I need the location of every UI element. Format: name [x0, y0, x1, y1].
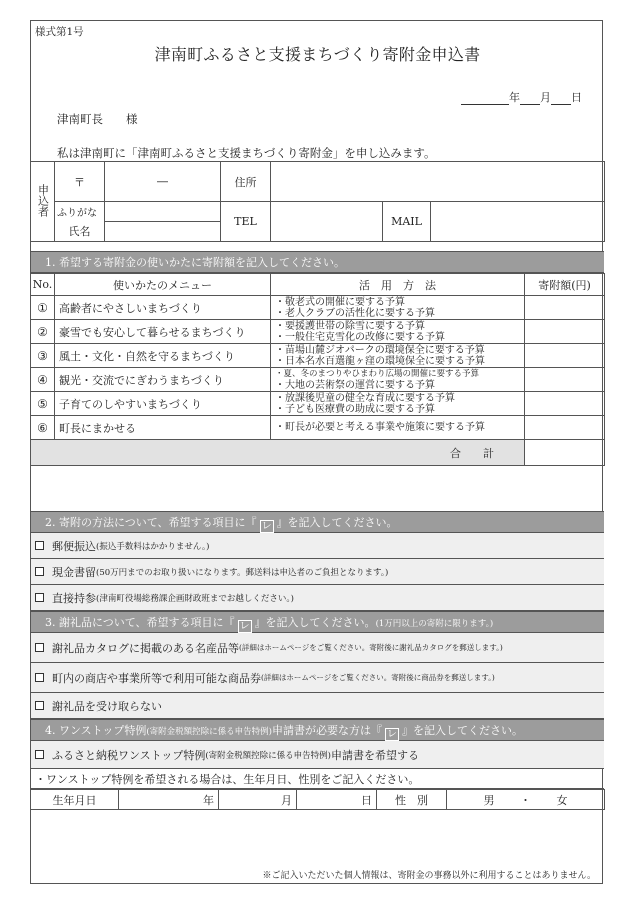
row-number: ③ — [31, 344, 55, 368]
row-purpose: ・放課後児童の健全な育成に要する予算 ・子ども医療費の助成に要する予算 — [271, 392, 525, 416]
checkbox[interactable] — [35, 643, 44, 652]
day-field[interactable] — [551, 93, 571, 105]
day-label: 日 — [571, 91, 582, 104]
birth-label: 生年月日 — [31, 790, 119, 810]
col-no: No. — [31, 274, 55, 296]
address-field[interactable] — [271, 162, 605, 202]
checkbox[interactable] — [35, 541, 44, 550]
check-mark-icon: レ — [239, 621, 250, 632]
amount-field-4[interactable] — [525, 368, 605, 392]
col-amount: 寄附額(円) — [525, 274, 605, 296]
table-row — [31, 344, 605, 368]
applicant-table — [30, 161, 605, 242]
row-number: ② — [31, 320, 55, 344]
check-mark-icon: レ — [386, 729, 397, 740]
checkbox[interactable] — [35, 750, 44, 759]
postal-mark: 〒 — [55, 162, 105, 202]
table-row — [31, 368, 605, 392]
row-purpose: ・要援護世帯の除雪に要する予算 ・一般住宅克雪化の改修に要する予算 — [271, 320, 525, 344]
birth-year-field[interactable]: 年 — [119, 790, 219, 810]
name-label: 氏名 — [55, 222, 105, 242]
table-row — [31, 416, 605, 440]
total-label: 合 計 — [31, 440, 525, 466]
mail-field[interactable] — [431, 202, 605, 242]
checkbox[interactable] — [35, 567, 44, 576]
col-menu: 使いかたのメニュー — [55, 274, 271, 296]
year-field[interactable] — [461, 93, 509, 105]
payment-option-2[interactable]: 現金書留 (50万円までのお取り扱いになります。郵送料は申込者のご負担となります。) — [31, 559, 604, 585]
tel-label: TEL — [221, 202, 271, 242]
section2-heading: 2. 寄附の方法について、希望する項目に『 レ 』を記入してください。 — [31, 511, 604, 533]
row-menu: 観光・交流でにぎわうまちづくり — [55, 368, 271, 392]
privacy-note: ※ご記入いただいた個人情報は、寄附金の事務以外に利用することはありません。 — [262, 871, 596, 881]
birth-month-field[interactable]: 月 — [219, 790, 297, 810]
amount-field-6[interactable] — [525, 416, 605, 440]
statement: 私は津南町に「津南町ふるさと支援まちづくり寄附金」を申し込みます。 — [57, 146, 436, 160]
row-purpose: ・敬老式の開催に要する予算 ・老人クラブの活性化に要する予算 — [271, 296, 525, 320]
payment-option-3[interactable]: 直接持参 (津南町役場総務課企画財政班までお越しください。) — [31, 585, 604, 611]
onestop-option[interactable]: ふるさと納税ワンストップ特例 (寄附金税額控除に係る申告特例) 申請書を希望する — [31, 741, 604, 769]
addressee: 津南町長 様 — [57, 112, 138, 126]
usage-table — [30, 273, 605, 466]
amount-field-1[interactable] — [525, 296, 605, 320]
row-menu: 高齢者にやさしいまちづくり — [55, 296, 271, 320]
row-menu: 豪雪でも安心して暮らせるまちづくり — [55, 320, 271, 344]
birth-day-field[interactable]: 日 — [297, 790, 377, 810]
month-field[interactable] — [520, 93, 540, 105]
onestop-instruction: ・ワンストップ特例を希望される場合は、生年月日、性別をご記入ください。 — [31, 769, 604, 789]
table-row — [31, 320, 605, 344]
checkbox[interactable] — [35, 593, 44, 602]
row-number: ④ — [31, 368, 55, 392]
row-purpose: ・苗場山麓ジオパークの環境保全に要する予算 ・日本名水百選龍ヶ窪の環境保全に要する予算 — [271, 344, 525, 368]
birth-gender-table — [30, 789, 605, 810]
row-number: ⑥ — [31, 416, 55, 440]
section4-heading: 4. ワンストップ特例(寄附金税額控除に係る申告特例)申請書が必要な方は『 レ 』を記入してください。 — [31, 719, 604, 741]
gift-option-1[interactable]: 謝礼品カタログに掲載のある名産品等 (詳細はホームページをご覧ください。寄附後に謝礼品カタログを郵送します。) — [31, 633, 604, 663]
section3-heading: 3. 謝礼品について、希望する項目に『 レ 』を記入してください。(1万円以上の寄附に限ります。) — [31, 611, 604, 633]
name-field[interactable] — [105, 222, 221, 242]
page-title: 津南町ふるさと支援まちづくり寄附金申込書 — [154, 45, 481, 64]
row-number: ① — [31, 296, 55, 320]
furigana-label: ふりがな — [55, 202, 105, 222]
table-row — [31, 296, 605, 320]
gender-separator: ・ — [520, 793, 531, 807]
row-purpose: ・夏、冬のまつりやひまわり広場の開催に要する予算 ・大地の芸術祭の運営に要する予算 — [271, 368, 525, 392]
gender-male[interactable]: 男 — [483, 793, 495, 807]
postal-code-field[interactable]: ― — [105, 162, 221, 202]
date-line — [461, 89, 582, 105]
tel-field[interactable] — [271, 202, 383, 242]
row-menu: 町長にまかせる — [55, 416, 271, 440]
amount-field-2[interactable] — [525, 320, 605, 344]
total-amount-field[interactable] — [525, 440, 605, 466]
month-label: 月 — [540, 91, 551, 104]
gender-field[interactable] — [447, 790, 605, 810]
amount-field-3[interactable] — [525, 344, 605, 368]
mail-label: MAIL — [383, 202, 431, 242]
payment-option-1[interactable]: 郵便振込 (振込手数料はかかりません。) — [31, 533, 604, 559]
application-form — [30, 20, 603, 884]
table-row — [31, 392, 605, 416]
gift-option-2[interactable]: 町内の商店や事業所等で利用可能な商品券 (詳細はホームページをご覧ください。寄附後に商品券を郵送します。) — [31, 663, 604, 693]
col-purpose: 活 用 方 法 — [271, 274, 525, 296]
row-menu: 風土・文化・自然を守るまちづくり — [55, 344, 271, 368]
gender-label: 性 別 — [377, 790, 447, 810]
applicant-label: 申込者 — [31, 162, 55, 242]
form-number: 様式第1号 — [35, 26, 84, 38]
row-menu: 子育てのしやすいまちづくり — [55, 392, 271, 416]
checkbox[interactable] — [35, 673, 44, 682]
row-purpose: ・町長が必要と考える事業や施策に要する予算 — [271, 416, 525, 440]
section1-heading: 1. 希望する寄附金の使いかたに寄附額を記入してください。 — [31, 251, 604, 273]
year-label: 年 — [509, 91, 520, 104]
row-number: ⑤ — [31, 392, 55, 416]
check-mark-icon: レ — [261, 521, 272, 532]
amount-field-5[interactable] — [525, 392, 605, 416]
address-label: 住所 — [221, 162, 271, 202]
gift-option-3[interactable]: 謝礼品を受け取らない — [31, 693, 604, 719]
checkbox[interactable] — [35, 701, 44, 710]
gender-female[interactable]: 女 — [556, 793, 568, 807]
furigana-field[interactable] — [105, 202, 221, 222]
